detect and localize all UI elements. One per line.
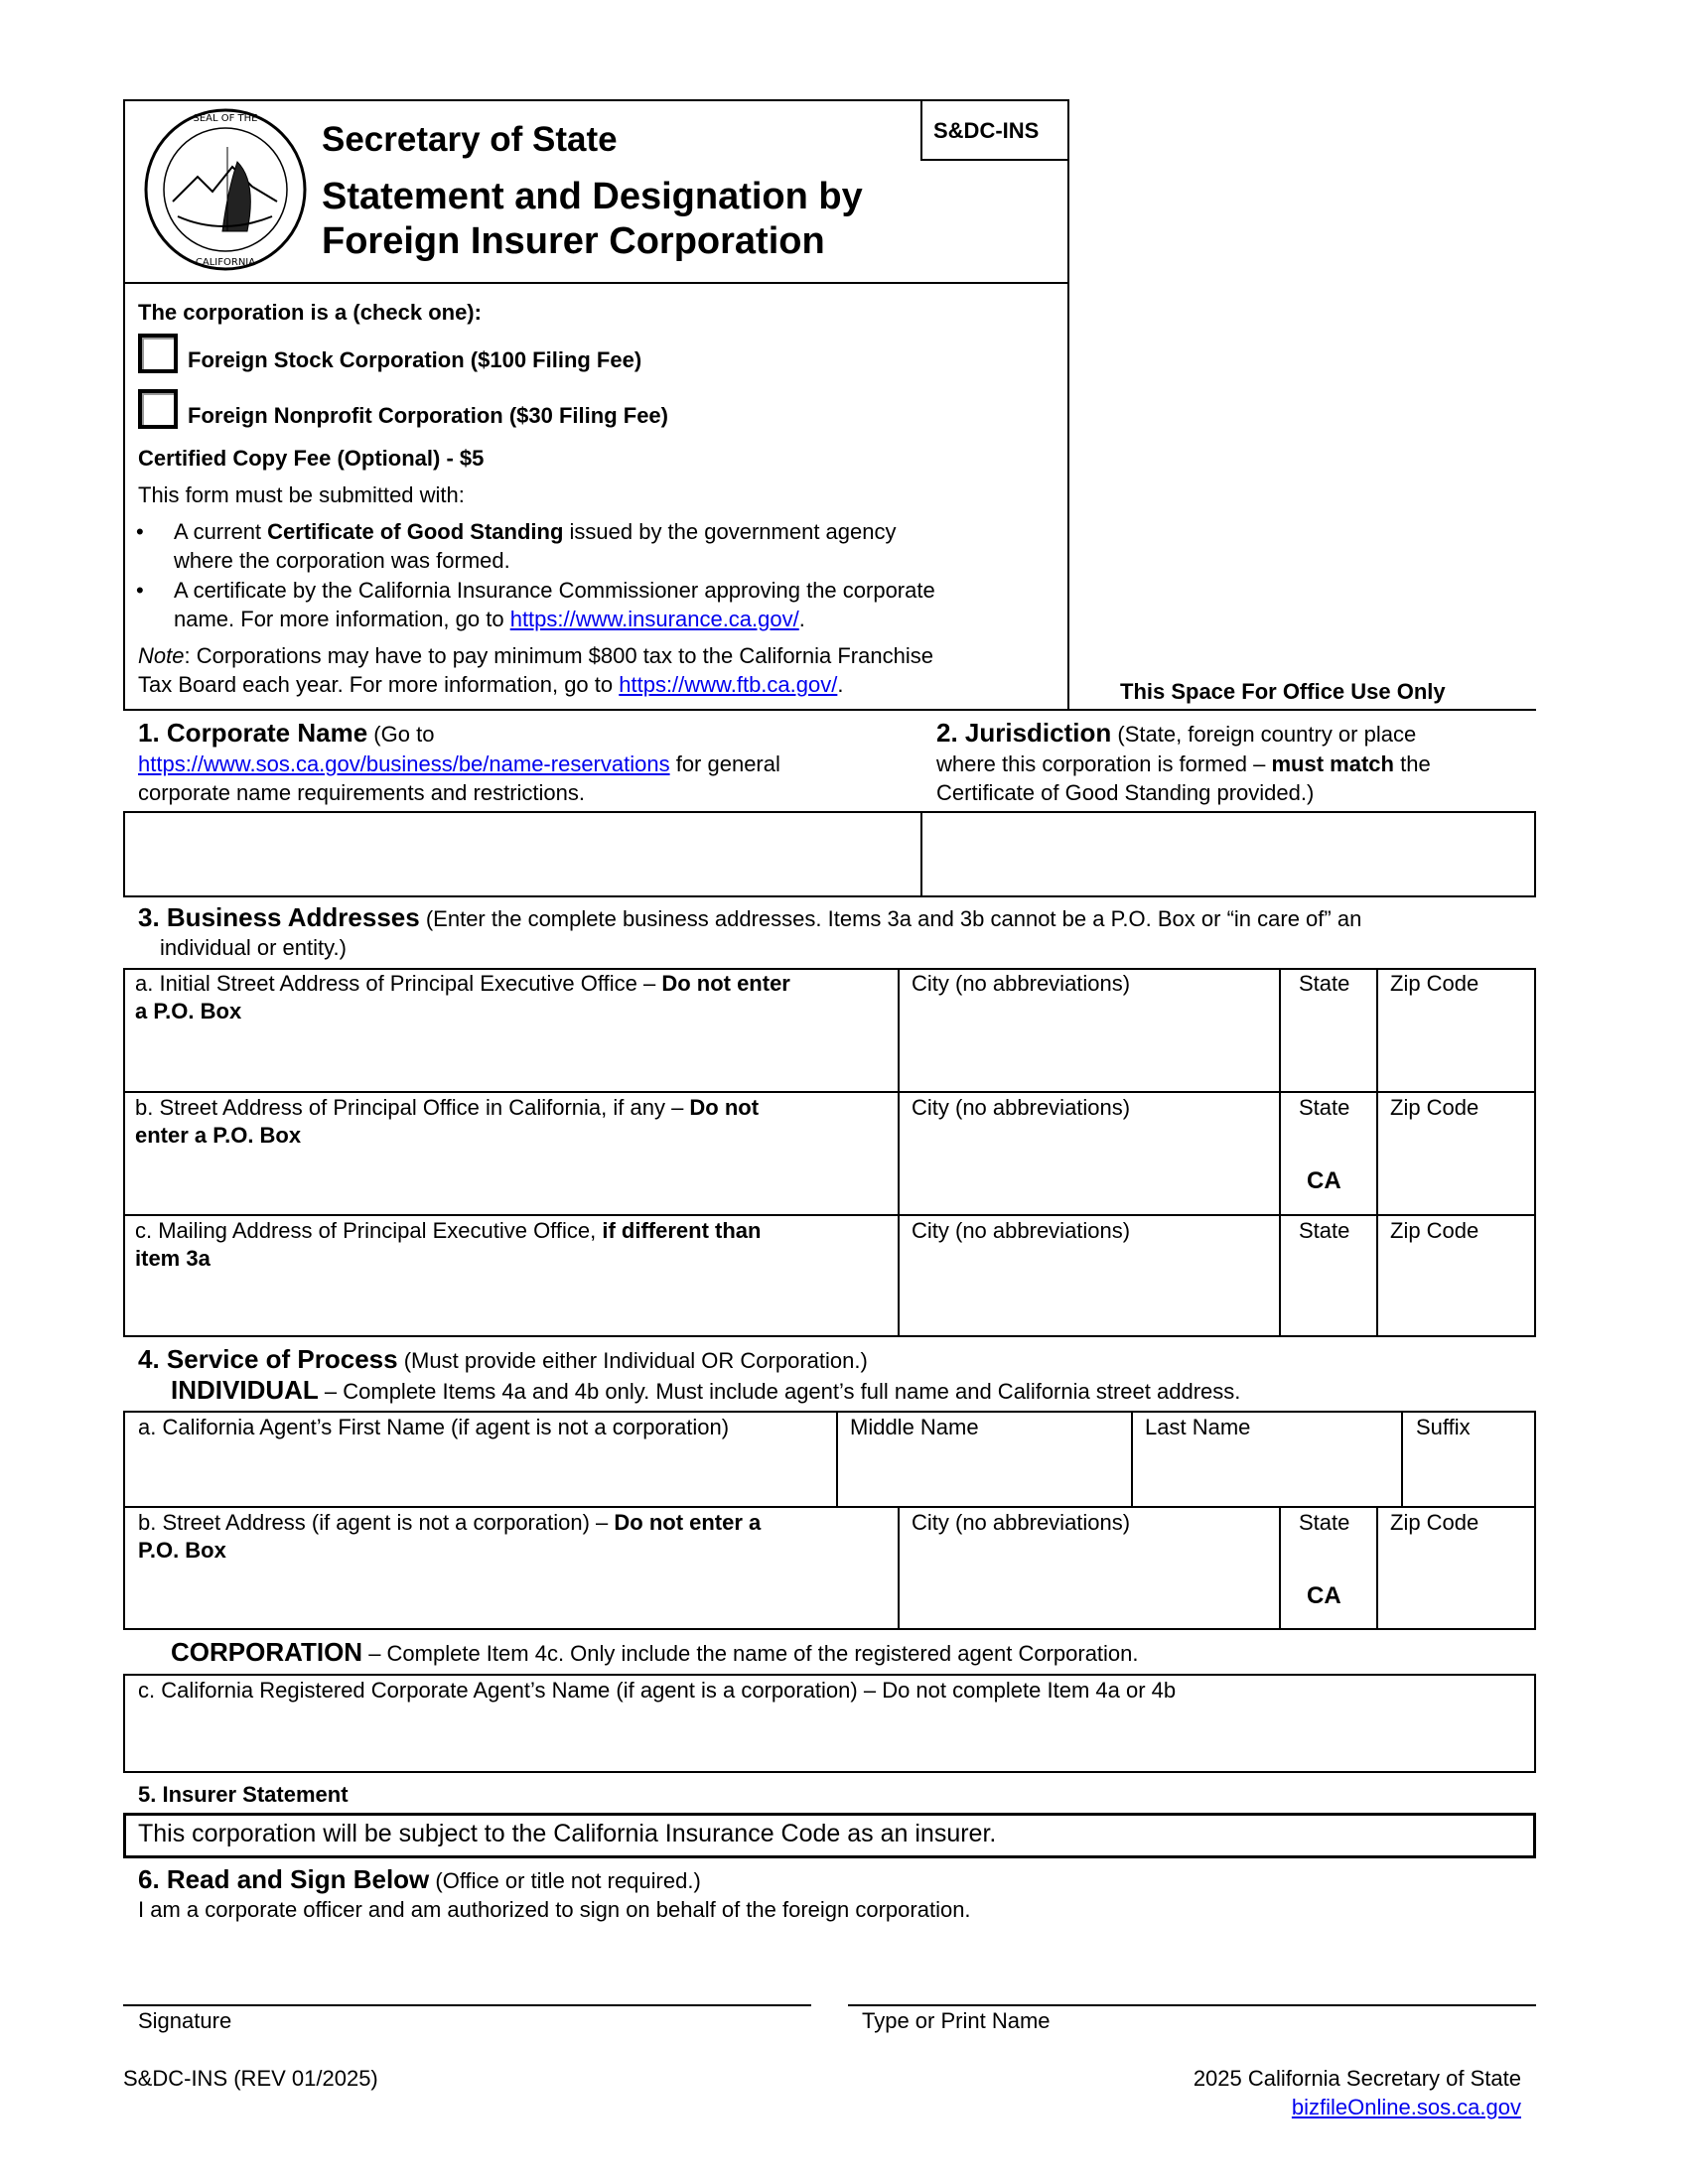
zip-field[interactable]: Zip Code xyxy=(1390,1218,1479,1243)
col-divider xyxy=(1376,968,1378,1337)
corporate-name-input[interactable] xyxy=(123,811,922,897)
ftb-link[interactable]: https://www.ftb.ca.gov/ xyxy=(619,672,838,697)
copyright: 2025 California Secretary of State xyxy=(1193,2066,1521,2091)
col-divider xyxy=(836,1411,838,1507)
zip-field[interactable]: Zip Code xyxy=(1390,971,1479,996)
s2-line2: where this corporation is formed – must match the xyxy=(936,751,1431,776)
bullet-icon: • xyxy=(136,578,144,603)
bizfile-link[interactable]: bizfileOnline.sos.ca.gov xyxy=(1291,2095,1521,2119)
state-value: CA xyxy=(1307,1167,1341,1194)
agent-state-value: CA xyxy=(1307,1582,1341,1609)
s4-heading: 4. Service of Process (Must provide either Individual OR Corporation.) xyxy=(138,1344,868,1374)
zip-field[interactable]: Zip Code xyxy=(1390,1095,1479,1120)
agent-first-name-field[interactable]: a. California Agent’s First Name (if agent is not a corporation) xyxy=(138,1415,730,1439)
street-address-field[interactable]: a. Initial Street Address of Principal Executive Office – Do not enter a P.O. Box xyxy=(135,971,790,1024)
bullet2-line2: name. For more information, go to https://www.insurance.ca.gov/. xyxy=(174,607,805,631)
form-code: S&DC-INS xyxy=(933,118,1040,143)
col-divider xyxy=(1279,968,1281,1337)
col-divider xyxy=(1401,1411,1403,1507)
state-label: State xyxy=(1299,1218,1350,1243)
divider xyxy=(123,282,1069,284)
s1-line2: https://www.sos.ca.gov/business/be/name-reservations for general xyxy=(138,751,780,776)
agency-name: Secretary of State xyxy=(322,120,618,159)
s2-heading: 2. Jurisdiction (State, foreign country or place xyxy=(936,718,1417,748)
s5-heading: 5. Insurer Statement xyxy=(138,1782,349,1807)
individual-heading: INDIVIDUAL – Complete Items 4a and 4b only. Must include agent’s full name and California street address. xyxy=(171,1375,1241,1405)
submit-with: This form must be submitted with: xyxy=(138,482,465,507)
agent-suffix-field[interactable]: Suffix xyxy=(1416,1415,1471,1439)
col-divider xyxy=(898,1507,900,1630)
row-divider xyxy=(123,1091,1536,1093)
street-address-field[interactable]: b. Street Address of Principal Office in California, if any – Do not enter a P.O. Box xyxy=(135,1095,760,1148)
stock-corporation-checkbox[interactable] xyxy=(138,334,178,373)
svg-text:SEAL OF THE: SEAL OF THE xyxy=(193,113,258,124)
bullet1: A current Certificate of Good Standing issued by the government agency xyxy=(174,519,897,544)
bullet1-line2: where the corporation was formed. xyxy=(174,548,510,573)
state-seal-icon xyxy=(143,107,308,272)
stock-corporation-label: Foreign Stock Corporation ($100 Filing Fee) xyxy=(188,347,642,372)
s6-statement: I am a corporate officer and am authorized to sign on behalf of the foreign corporation. xyxy=(138,1897,971,1922)
insurance-link[interactable]: https://www.insurance.ca.gov/ xyxy=(509,607,799,631)
state-label: State xyxy=(1299,1095,1350,1120)
city-field[interactable]: City (no abbreviations) xyxy=(912,1095,1131,1120)
bullet2: A certificate by the California Insurance Commissioner approving the corporate xyxy=(174,578,935,603)
agent-middle-name-field[interactable]: Middle Name xyxy=(850,1415,979,1439)
print-name-label: Type or Print Name xyxy=(862,2008,1051,2033)
nonprofit-corporation-label: Foreign Nonprofit Corporation ($30 Filing Fee) xyxy=(188,403,668,428)
agent-zip-field[interactable]: Zip Code xyxy=(1390,1510,1479,1535)
copy-fee: Certified Copy Fee (Optional) - $5 xyxy=(138,446,485,471)
col-divider xyxy=(898,968,900,1337)
form-title-line2: Foreign Insurer Corporation xyxy=(322,220,825,262)
form-title-line1: Statement and Designation by xyxy=(322,176,863,217)
col-divider xyxy=(1131,1411,1133,1507)
note-line2: Tax Board each year. For more information, go to https://www.ftb.ca.gov/. xyxy=(138,672,844,697)
col-divider xyxy=(1376,1507,1378,1630)
name-reservations-link[interactable]: https://www.sos.ca.gov/business/be/name-reservations xyxy=(138,751,670,776)
signature-label: Signature xyxy=(138,2008,232,2033)
s3-desc2: individual or entity.) xyxy=(160,935,347,960)
city-field[interactable]: City (no abbreviations) xyxy=(912,971,1131,996)
note: Note: Corporations may have to pay minimum $800 tax to the California Franchise xyxy=(138,643,933,668)
form-revision: S&DC-INS (REV 01/2025) xyxy=(123,2066,378,2091)
corporation-heading: CORPORATION – Complete Item 4c. Only include the name of the registered agent Corporation. xyxy=(171,1637,1139,1667)
jurisdiction-input[interactable] xyxy=(920,811,1536,897)
divider xyxy=(1069,709,1536,711)
insurer-statement: This corporation will be subject to the California Insurance Code as an insurer. xyxy=(138,1820,997,1847)
row-divider xyxy=(123,1506,1536,1508)
s6-heading: 6. Read and Sign Below (Office or title not required.) xyxy=(138,1864,701,1894)
s1-line3: corporate name requirements and restrictions. xyxy=(138,780,585,805)
corporate-agent-label: c. California Registered Corporate Agent’s Name (if agent is a corporation) – Do not complete Item 4a or 4b xyxy=(138,1678,1177,1703)
nonprofit-corporation-checkbox[interactable] xyxy=(138,389,178,429)
s3-heading: 3. Business Addresses (Enter the complete business addresses. Items 3a and 3b cannot be a P.O. Box or “in care of” an xyxy=(138,902,1362,932)
s2-line3: Certificate of Good Standing provided.) xyxy=(936,780,1315,805)
agent-street-field[interactable]: b. Street Address (if agent is not a corporation) – Do not enter a P.O. Box xyxy=(138,1510,762,1563)
col-divider xyxy=(1279,1507,1281,1630)
footer-link-wrap xyxy=(1292,2093,1521,2121)
s1-heading: 1. Corporate Name (Go to xyxy=(138,718,435,748)
row-divider xyxy=(123,1214,1536,1216)
agent-last-name-field[interactable]: Last Name xyxy=(1145,1415,1251,1439)
office-use-label: This Space For Office Use Only xyxy=(1120,679,1446,704)
bullet-icon: • xyxy=(136,519,144,544)
svg-text:CALIFORNIA: CALIFORNIA xyxy=(195,257,256,268)
city-field[interactable]: City (no abbreviations) xyxy=(912,1218,1131,1243)
check-one-label: The corporation is a (check one): xyxy=(138,300,482,325)
agent-state-label: State xyxy=(1299,1510,1350,1535)
street-address-field[interactable]: c. Mailing Address of Principal Executive Office, if different than item 3a xyxy=(135,1218,762,1271)
agent-city-field[interactable]: City (no abbreviations) xyxy=(912,1510,1131,1535)
state-label: State xyxy=(1299,971,1350,996)
